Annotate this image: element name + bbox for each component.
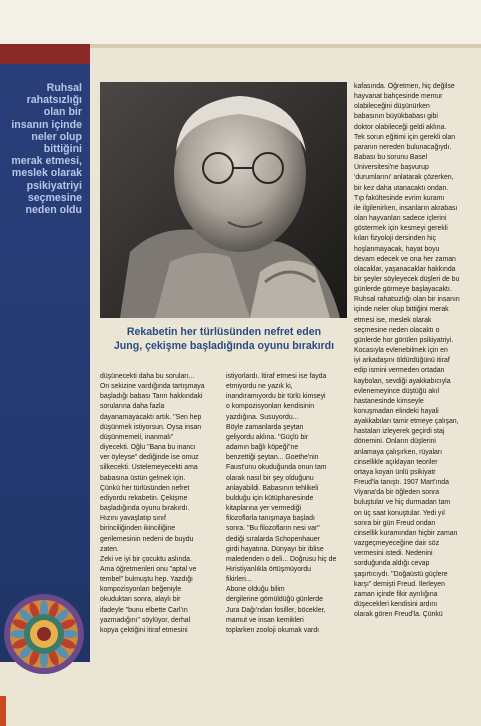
text-line: Abone olduğu bilim xyxy=(226,586,285,594)
header-color-bar xyxy=(0,44,90,64)
text-line: Kocasıyla evlenebilmek için en xyxy=(354,347,448,355)
text-line: kafasında. Öğretmen, hiç değilse xyxy=(354,83,455,90)
text-line: Ruhsal rahatsızlığı olan bir insanın xyxy=(354,296,460,304)
text-line: Hıristiyanlıkla örtüşmüyordu xyxy=(226,565,312,573)
text-line: adamın bağlı köpeği"ne xyxy=(226,444,299,452)
text-line: olan hayvanları sadece içlerini xyxy=(354,215,447,223)
text-line: zaten. xyxy=(100,545,119,553)
text-line: Viyana'da bir öğleden sonra xyxy=(354,489,440,497)
page-top-margin xyxy=(0,0,481,44)
text-line: girdi hayatına. Dünyayı bir iblise xyxy=(226,545,324,553)
text-line: kaybolan, sevdiği ayakkabıcıyla xyxy=(354,377,451,385)
text-line: karşı" demişti Freud. İlerleyen xyxy=(354,580,445,588)
text-line: anlamaya çalışırken, rüyaları xyxy=(354,448,443,456)
text-line: istiyorlardı. İtiraf etmesi ise fayda xyxy=(226,373,327,380)
text-line: sonra bir gün Freud ondan xyxy=(354,519,436,527)
article-headline xyxy=(100,326,348,353)
text-line: benzettiği şeytan... Goethe'nin xyxy=(226,454,319,462)
pull-quote-line: meslek olarak xyxy=(11,167,82,180)
text-line: Ama öğretmenleri onu "aptal ve xyxy=(100,565,197,573)
text-line: cinsellikle açıklayan teoriler xyxy=(354,458,438,466)
headline-line-1: Rekabetin her türlüsünden nefret eden xyxy=(126,326,322,338)
text-line: okuduktan sonra, alaylı bir xyxy=(100,596,181,604)
text-line: Çünkü her türlüsünden nefret xyxy=(100,484,190,492)
text-line: hastanesinde kimseyle xyxy=(354,397,424,405)
text-line: buluştular ve hiç durmadan tam xyxy=(354,499,451,507)
text-line: düşünmek istiyorsun. Oysa insan xyxy=(100,423,202,431)
text-line: diyecekti. Oğlu "Bana bu inancı xyxy=(100,444,196,452)
text-line: Tıp fakültesinde evrim kuramı xyxy=(354,194,445,202)
text-line: etmiyordu ne yazık ki, xyxy=(226,383,293,391)
text-line: yazmadığını" söylüyor, derhal xyxy=(100,616,191,624)
text-line: vermesini istedi. Nedenini xyxy=(354,550,433,558)
mandala-rosette-icon xyxy=(2,592,86,676)
text-line: olacaklar, yaşanacaklar hakkında xyxy=(354,265,456,273)
text-line: silkecekti. Üstelemeyecekti ama xyxy=(100,464,198,472)
text-line: olarak nasıl bir şey olduğunu xyxy=(226,474,314,482)
text-line: paranın nereden bulunacağıydı. xyxy=(354,143,452,151)
text-line: olarak gören Freud'la. Çünkü xyxy=(354,611,443,619)
header-rule xyxy=(90,44,481,48)
headline-line-2: Jung, çekişme başladığında oyunu bırakırdı xyxy=(113,339,335,352)
pull-quote-line: neden oldu xyxy=(25,204,82,217)
text-line: babasına üstün gelmek için. xyxy=(100,474,186,482)
text-line: düşünecekti daha bu soruları... xyxy=(100,373,195,380)
text-line: vazgeçmeyeceğine dair söz xyxy=(354,540,440,548)
text-line: devam edecek ve ona her zaman xyxy=(354,255,456,263)
text-line: geliyordu aklına. "Güçlü bir xyxy=(226,433,309,441)
portrait-image xyxy=(100,82,347,318)
text-line: filozoflarla tanışmaya başladı xyxy=(226,515,315,523)
text-line: kopya çektiğini itiraf etmesini xyxy=(100,626,188,634)
text-line: hoşlanmayacak, hayat boyu xyxy=(354,245,440,253)
text-line: Böyle zamanlarda şeytan xyxy=(226,423,304,431)
text-line: sonra. "Bu filozofların nesi var" xyxy=(226,525,320,533)
text-line: Jura Dağı'ndan fosiller, böcekler, xyxy=(226,606,326,614)
text-line: dergilerine gömüldüğü günlerde xyxy=(226,596,323,604)
text-line: Babası bu sorunu Basel xyxy=(354,154,428,162)
text-column-1 xyxy=(100,372,220,636)
text-line: mamut ve insan kemikleri xyxy=(226,616,304,624)
text-line: kitaplarına yer vermediği xyxy=(226,505,302,513)
text-line: seçmesine neden olacaktı o xyxy=(354,326,440,334)
text-line: Freud'la tanıştı. 1907 Mart'ında xyxy=(354,479,449,487)
pull-quote-line: merak etmesi, xyxy=(11,155,82,168)
text-line: sorduğunda aldığı cevap xyxy=(354,560,430,568)
text-line: bulduğu için kütüphanesinde xyxy=(226,494,314,502)
text-line: Zeki ve iyi bir çocuktu aslında. xyxy=(100,555,192,563)
text-column-2 xyxy=(226,372,348,636)
text-line: Tek sorun eğitimi için gerekli olan xyxy=(354,133,456,141)
text-line: toplarken zooloji okumak vardı xyxy=(226,626,320,634)
text-line: dayanamayacaktı artık. "Sen hep xyxy=(100,413,202,421)
text-column-3 xyxy=(354,82,476,620)
pull-quote-line: olan bir xyxy=(43,106,82,119)
text-line: göstermek için kesmeyi gerekli xyxy=(354,225,448,233)
text-line: tembel" bulmuştu hep. Yazdığı xyxy=(100,576,193,584)
text-line: başladığında oyunu bırakırdı. xyxy=(100,505,190,513)
pull-quote xyxy=(0,82,82,216)
text-line: doktor olabileceği geldi aklına. xyxy=(354,123,447,131)
text-line: babasının büyükbabası gibi xyxy=(354,113,438,121)
text-line: kılan fizyoloji dersinden hiç xyxy=(354,235,436,243)
text-line: sorularına daha fazla xyxy=(100,403,165,411)
text-line: kompozisyonları beğeniyle xyxy=(100,586,182,594)
text-line: olabileceğini düşünürken xyxy=(354,103,430,111)
text-line: zaman içinde fikir ayrılığına xyxy=(354,590,438,598)
text-line: yazdığına. Susuyordu... xyxy=(226,413,299,421)
text-line: dönemini. Onların düşlerini xyxy=(354,438,436,446)
pull-quote-line: Ruhsal xyxy=(46,82,82,94)
portrait-photo xyxy=(100,82,347,318)
text-line: gerilemesinin nedeni de buydu xyxy=(100,535,194,543)
text-line: iyi arkadaşını öldürdüğünü itiraf xyxy=(354,357,450,365)
text-line: dediği sıralarda Schopenhauer xyxy=(226,535,320,543)
text-line: ver öyleyse" dediğinde ise omuz xyxy=(100,454,199,462)
text-line: içinde neler olup bittiğini merak xyxy=(354,306,449,314)
text-line: günlerde hor görülen psikiyatriyi. xyxy=(354,336,454,344)
text-line: hastaları izleyerek geçirdi staj xyxy=(354,428,445,436)
text-line: ediyordu rekabetin. Çekişme xyxy=(100,494,188,502)
text-line: düşecekleri kendisini ardını xyxy=(354,600,438,608)
text-line: konuşmadan elindeki hayali xyxy=(354,408,439,415)
text-line: ifadeyle "bunu elbette Carl'ın xyxy=(100,606,188,614)
text-line: Hızını yavaşlatıp sınıf xyxy=(100,515,166,523)
text-line: birinciliğinden ikinciliğine xyxy=(100,525,176,533)
text-line: günlerde görmeye başlayacaktı. xyxy=(354,286,452,294)
pull-quote-line: psikiyatriyi xyxy=(26,179,82,192)
text-line: Faust'unu okuduğunda onun tam xyxy=(226,464,327,472)
pull-quote-sidebar xyxy=(0,64,90,662)
text-line: o kompozisyonları kendisinin xyxy=(226,403,315,411)
text-line: ayakkabıları tamir etmeye çalışan, xyxy=(354,418,459,426)
text-line: maledenden o deli... Doğrusu hiç de xyxy=(226,555,337,563)
text-line: fikirleri... xyxy=(226,576,252,584)
text-line: şaşırtıcıydı. "Doğaüstü güçlere xyxy=(354,570,448,578)
pull-quote-line: insanın içinde xyxy=(11,118,82,131)
text-line: anlayabildi. Babasının tehlikeli xyxy=(226,484,319,492)
pull-quote-line: bittiğini xyxy=(43,143,82,156)
text-line: başladığı babası Tanrı hakkındaki xyxy=(100,393,203,401)
pull-quote-line: neler olup xyxy=(31,130,82,143)
text-line: edip ismini vermeden ortadan xyxy=(354,367,445,375)
text-line: bir şeyler söyleyecek düşleri de bu xyxy=(354,275,460,283)
text-line: ortaya koyan ünlü psikiyatr xyxy=(354,468,436,476)
pull-quote-line: seçmesine xyxy=(27,191,82,204)
text-line: Üniversitesi'ne başvurup xyxy=(354,164,429,172)
pull-quote-line: rahatsızlığı xyxy=(26,94,82,107)
text-line: cinsellik kuramından hiçbir zaman xyxy=(354,529,458,537)
sidebar-edge-mark xyxy=(0,696,6,726)
text-line: hayvanat bahçesinde memur xyxy=(354,93,443,101)
text-line: etmesi ise, meslek olarak xyxy=(354,316,432,324)
text-line: ile ilgilenirken, insanların akrabası xyxy=(354,204,458,212)
text-line: On sekizine vardığında tartışmaya xyxy=(100,383,205,391)
text-line: evlenemeyince düştüğü akıl xyxy=(354,387,440,395)
text-line: bir kez daha utanacaktı ondan. xyxy=(354,184,449,192)
text-line: inandıramıyordu bir türlü kimseyi xyxy=(226,393,326,401)
text-line: on üç saat konuştular. Yedi yıl xyxy=(354,509,445,517)
text-line: 'durumlarını' anlatarak çözerken, xyxy=(354,174,454,182)
text-line: düşünmemeli, inanmalı" xyxy=(100,433,174,441)
